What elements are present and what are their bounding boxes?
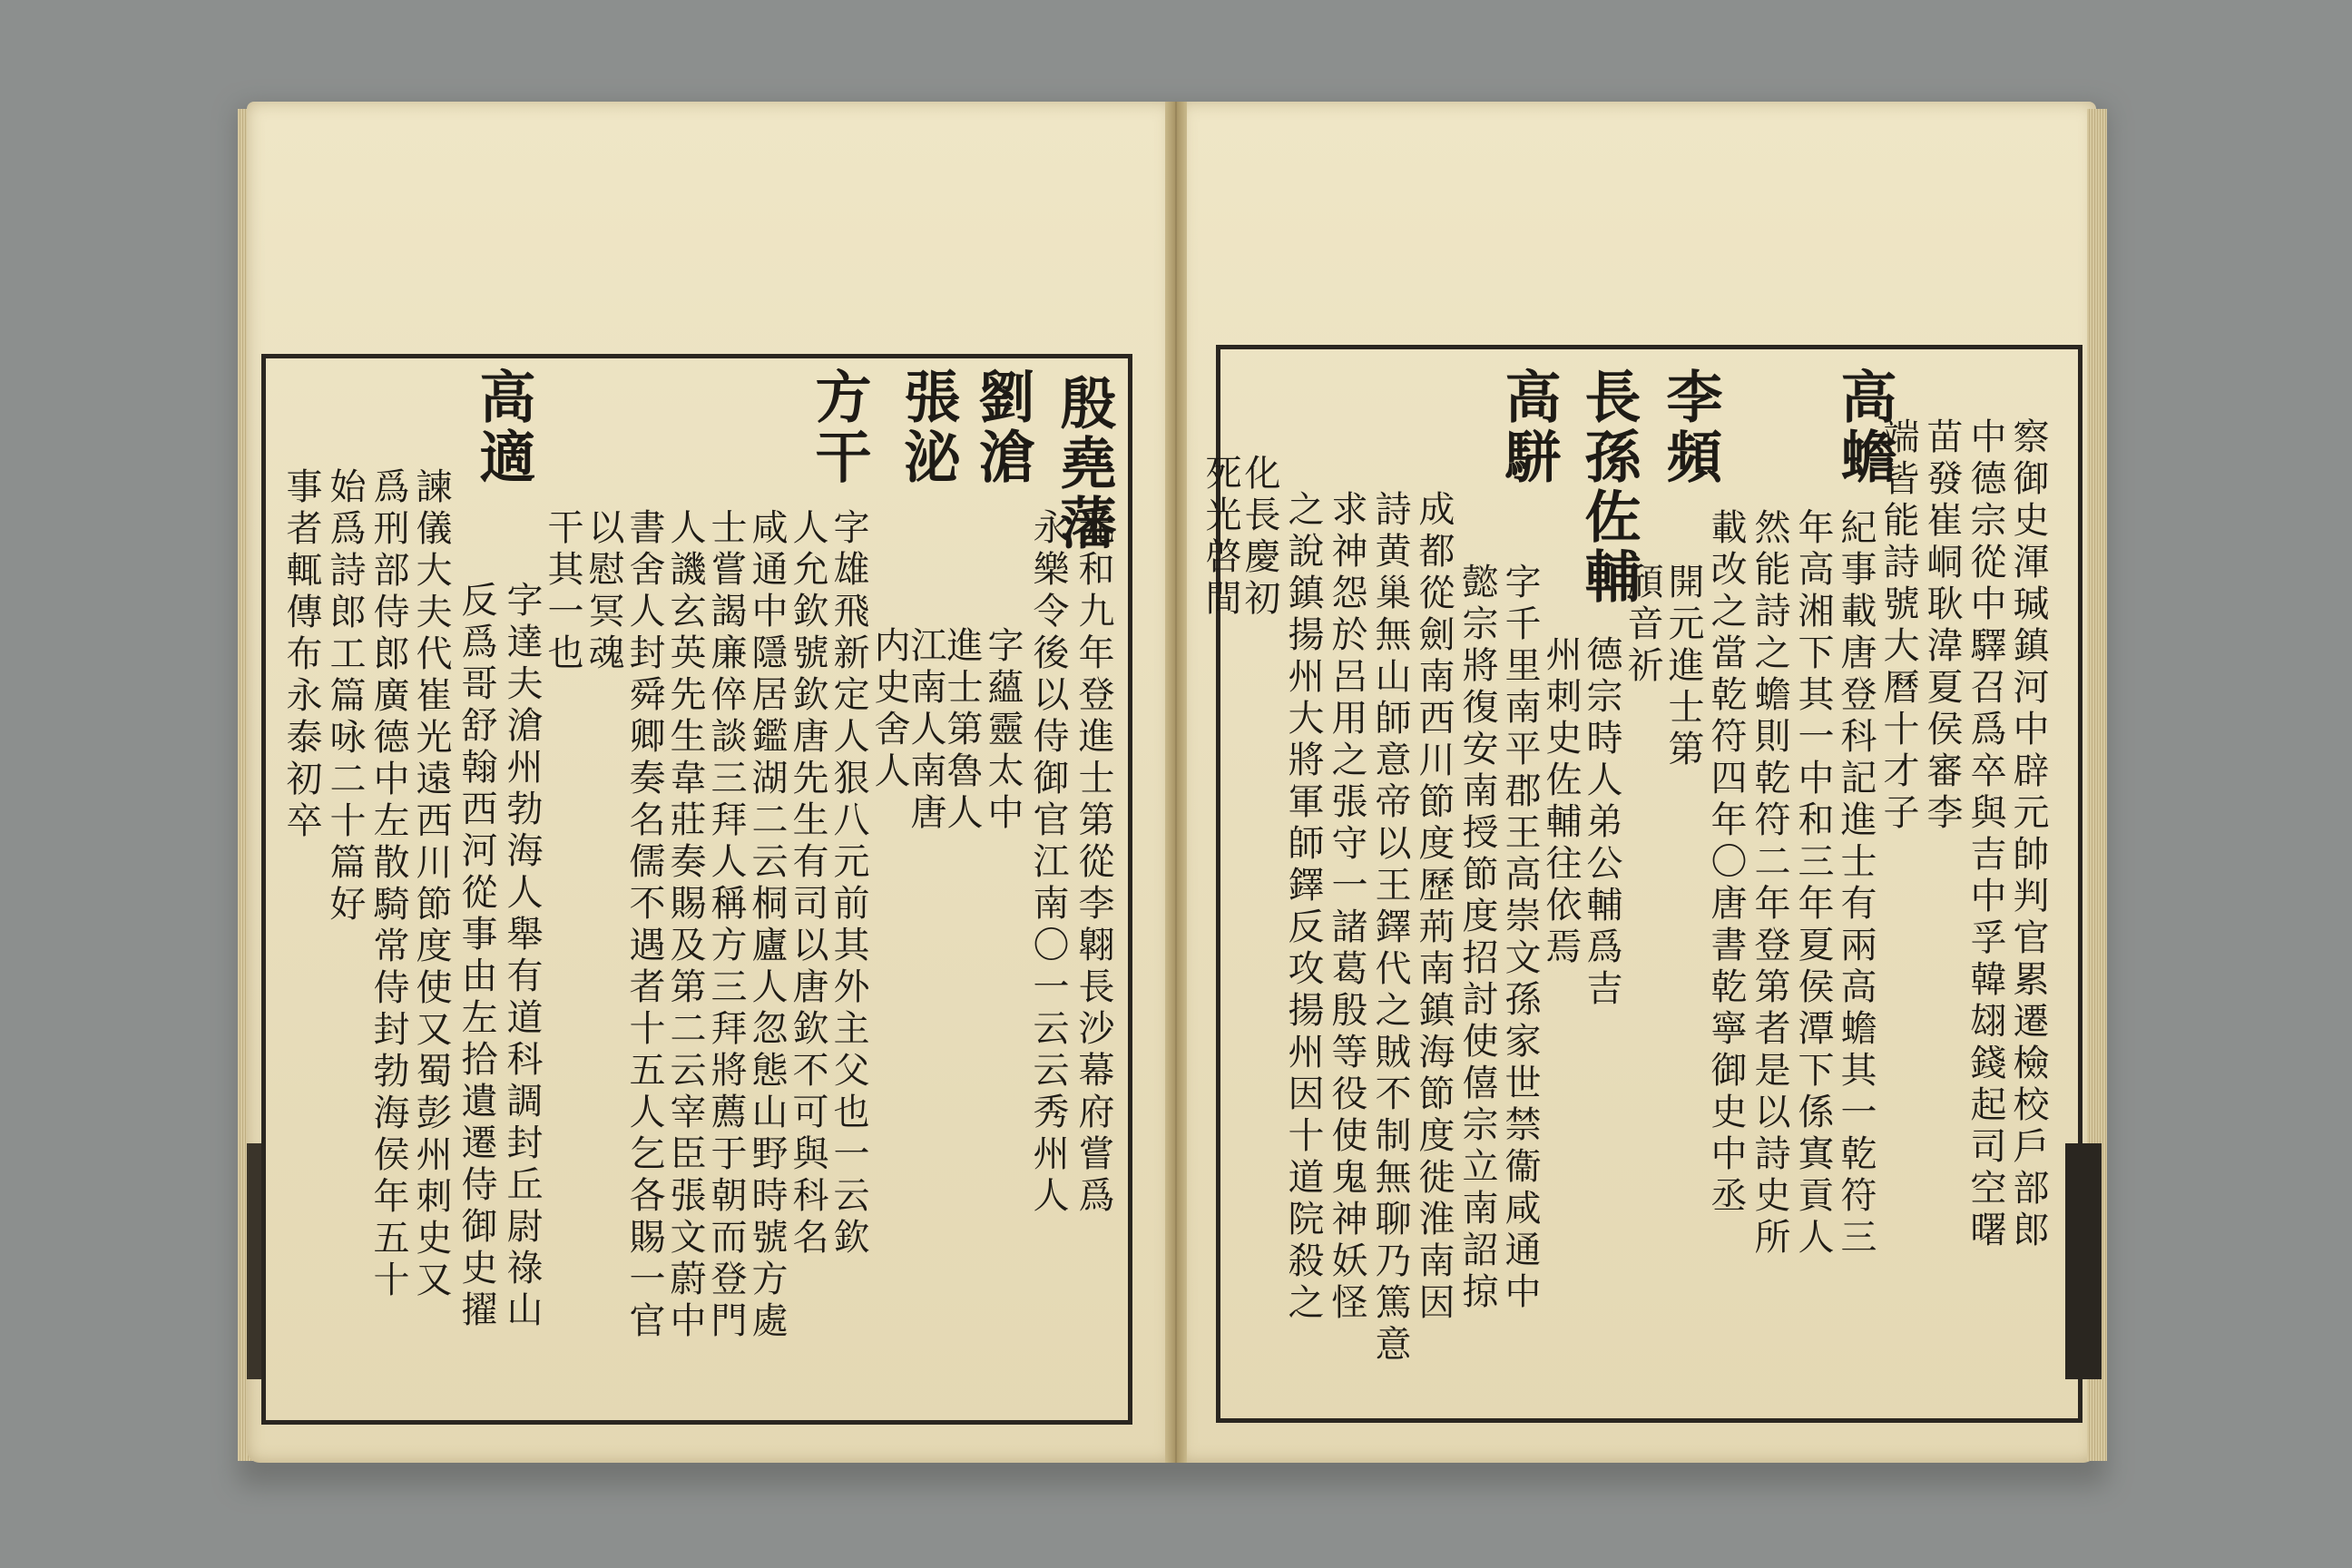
text-column: 年高湘下其一中和三年夏侯潭下係寘貢人 — [1792, 508, 1834, 1259]
book-gutter — [1165, 102, 1187, 1463]
text-column: 求神怨於呂用之張守一諸葛殷等役使鬼神妖怪 — [1326, 490, 1367, 1325]
text-column: 書舍人封舜卿奏名儒不遇者十五人乞各賜一官 — [623, 508, 665, 1343]
text-column: 化長慶初 — [1239, 454, 1280, 621]
entry-heading: 高駢 — [1495, 368, 1562, 487]
text-column: 字達夫滄州勃海人舉有道科調封丘尉祿山 — [501, 581, 543, 1332]
text-column: 江南人南唐 — [905, 626, 946, 835]
text-column: 内史舍人 — [868, 626, 910, 793]
entry-heading: 殷堯藩 — [1051, 374, 1117, 554]
text-column: 載改之當乾符四年〇唐書乾寧御史中丞 — [1705, 508, 1747, 1218]
text-column: 反爲哥舒翰西河從事由左拾遺遷侍御史擢 — [456, 581, 497, 1332]
text-column: 開元進士第 — [1662, 563, 1704, 771]
entry-heading: 高適 — [470, 368, 536, 487]
text-column: 然能詩之蟾則乾符二年登第者是以詩史所 — [1749, 508, 1790, 1259]
text-column: 諫儀大夫代崔光遠西川節度使又蜀彭州刺史又 — [410, 467, 452, 1302]
entry-heading: 劉滄 — [969, 368, 1035, 487]
text-column: 成都從劍南西川節度歷荊南鎮海節度徙淮南因 — [1413, 490, 1455, 1325]
text-column: 進士第魯人 — [941, 626, 983, 835]
text-column: 以慰冥魂 — [583, 508, 624, 675]
text-column: 士嘗謁廉倅談三拜人稱方三拜將薦于朝而登門 — [705, 508, 747, 1343]
entry-heading: 高蟾 — [1831, 368, 1897, 487]
text-column: 字千里南平郡王高崇文孫家世禁衞咸通中 — [1499, 563, 1541, 1314]
text-column: 紀事載唐登科記進士有兩高蟾其一乾符三 — [1835, 508, 1877, 1259]
text-column: 干其一也 — [542, 508, 583, 675]
text-column: 人允欽號欽唐先生有司以唐欽不可與科名 — [787, 508, 828, 1259]
text-column: 詩黄巢無山師意帝以王鐸代之賊不制無聊乃篤意 — [1369, 490, 1411, 1367]
text-column: 察御史渾瑊鎮河中辟元帥判官累遷檢校戶部郎 — [2007, 417, 2049, 1252]
text-column: 德宗時人弟公輔爲吉 — [1581, 635, 1622, 1011]
text-column: 頎音祈 — [1622, 563, 1663, 688]
text-column: 州刺史佐輔往依焉 — [1540, 635, 1582, 969]
text-column: 始爲詩郎工篇咏二十篇好 — [324, 467, 366, 926]
text-column: 人譏玄英先生韋莊奏賜及第二云宰臣張文蔚中 — [664, 508, 706, 1343]
text-column: 中德宗從中驛召爲卒與吉中孚韓翃錢起司空曙 — [1965, 417, 2006, 1252]
entry-heading: 張泌 — [895, 368, 961, 487]
entry-heading: 方干 — [806, 368, 872, 487]
text-column: 端皆能詩號大曆十才子 — [1877, 417, 1919, 835]
text-column: 之說鎮揚州大將軍師鐸反攻揚州因十道院殺之 — [1282, 490, 1324, 1325]
text-column: 事者輒傳布永泰初卒 — [280, 467, 322, 843]
text-column: 懿宗將復安南授節度招討使僖宗立南詔掠 — [1456, 563, 1498, 1314]
text-column: 咸通中隱居鑑湖二云桐廬人忽態山野時號方處 — [746, 508, 788, 1343]
text-column: 字雄飛新定人狠八元前其外主父也一云欽 — [828, 508, 869, 1259]
text-column: 死光啓間 — [1200, 454, 1241, 621]
text-column: 爲刑部侍郎廣德中左散騎常侍封勃海侯年五十 — [368, 467, 409, 1302]
text-column: 永樂令後以侍御官江南〇一云云秀州人 — [1027, 508, 1069, 1218]
text-column: 苗發崔峒耿湋夏侯審李 — [1921, 417, 1963, 835]
text-column: 字蘊靈太中 — [982, 626, 1024, 835]
text-column: 元和九年登進士第從李翺長沙幕府嘗爲 — [1073, 508, 1114, 1218]
entry-heading: 李頻 — [1657, 368, 1723, 487]
entry-heading: 長孫佐輔 — [1575, 368, 1642, 607]
